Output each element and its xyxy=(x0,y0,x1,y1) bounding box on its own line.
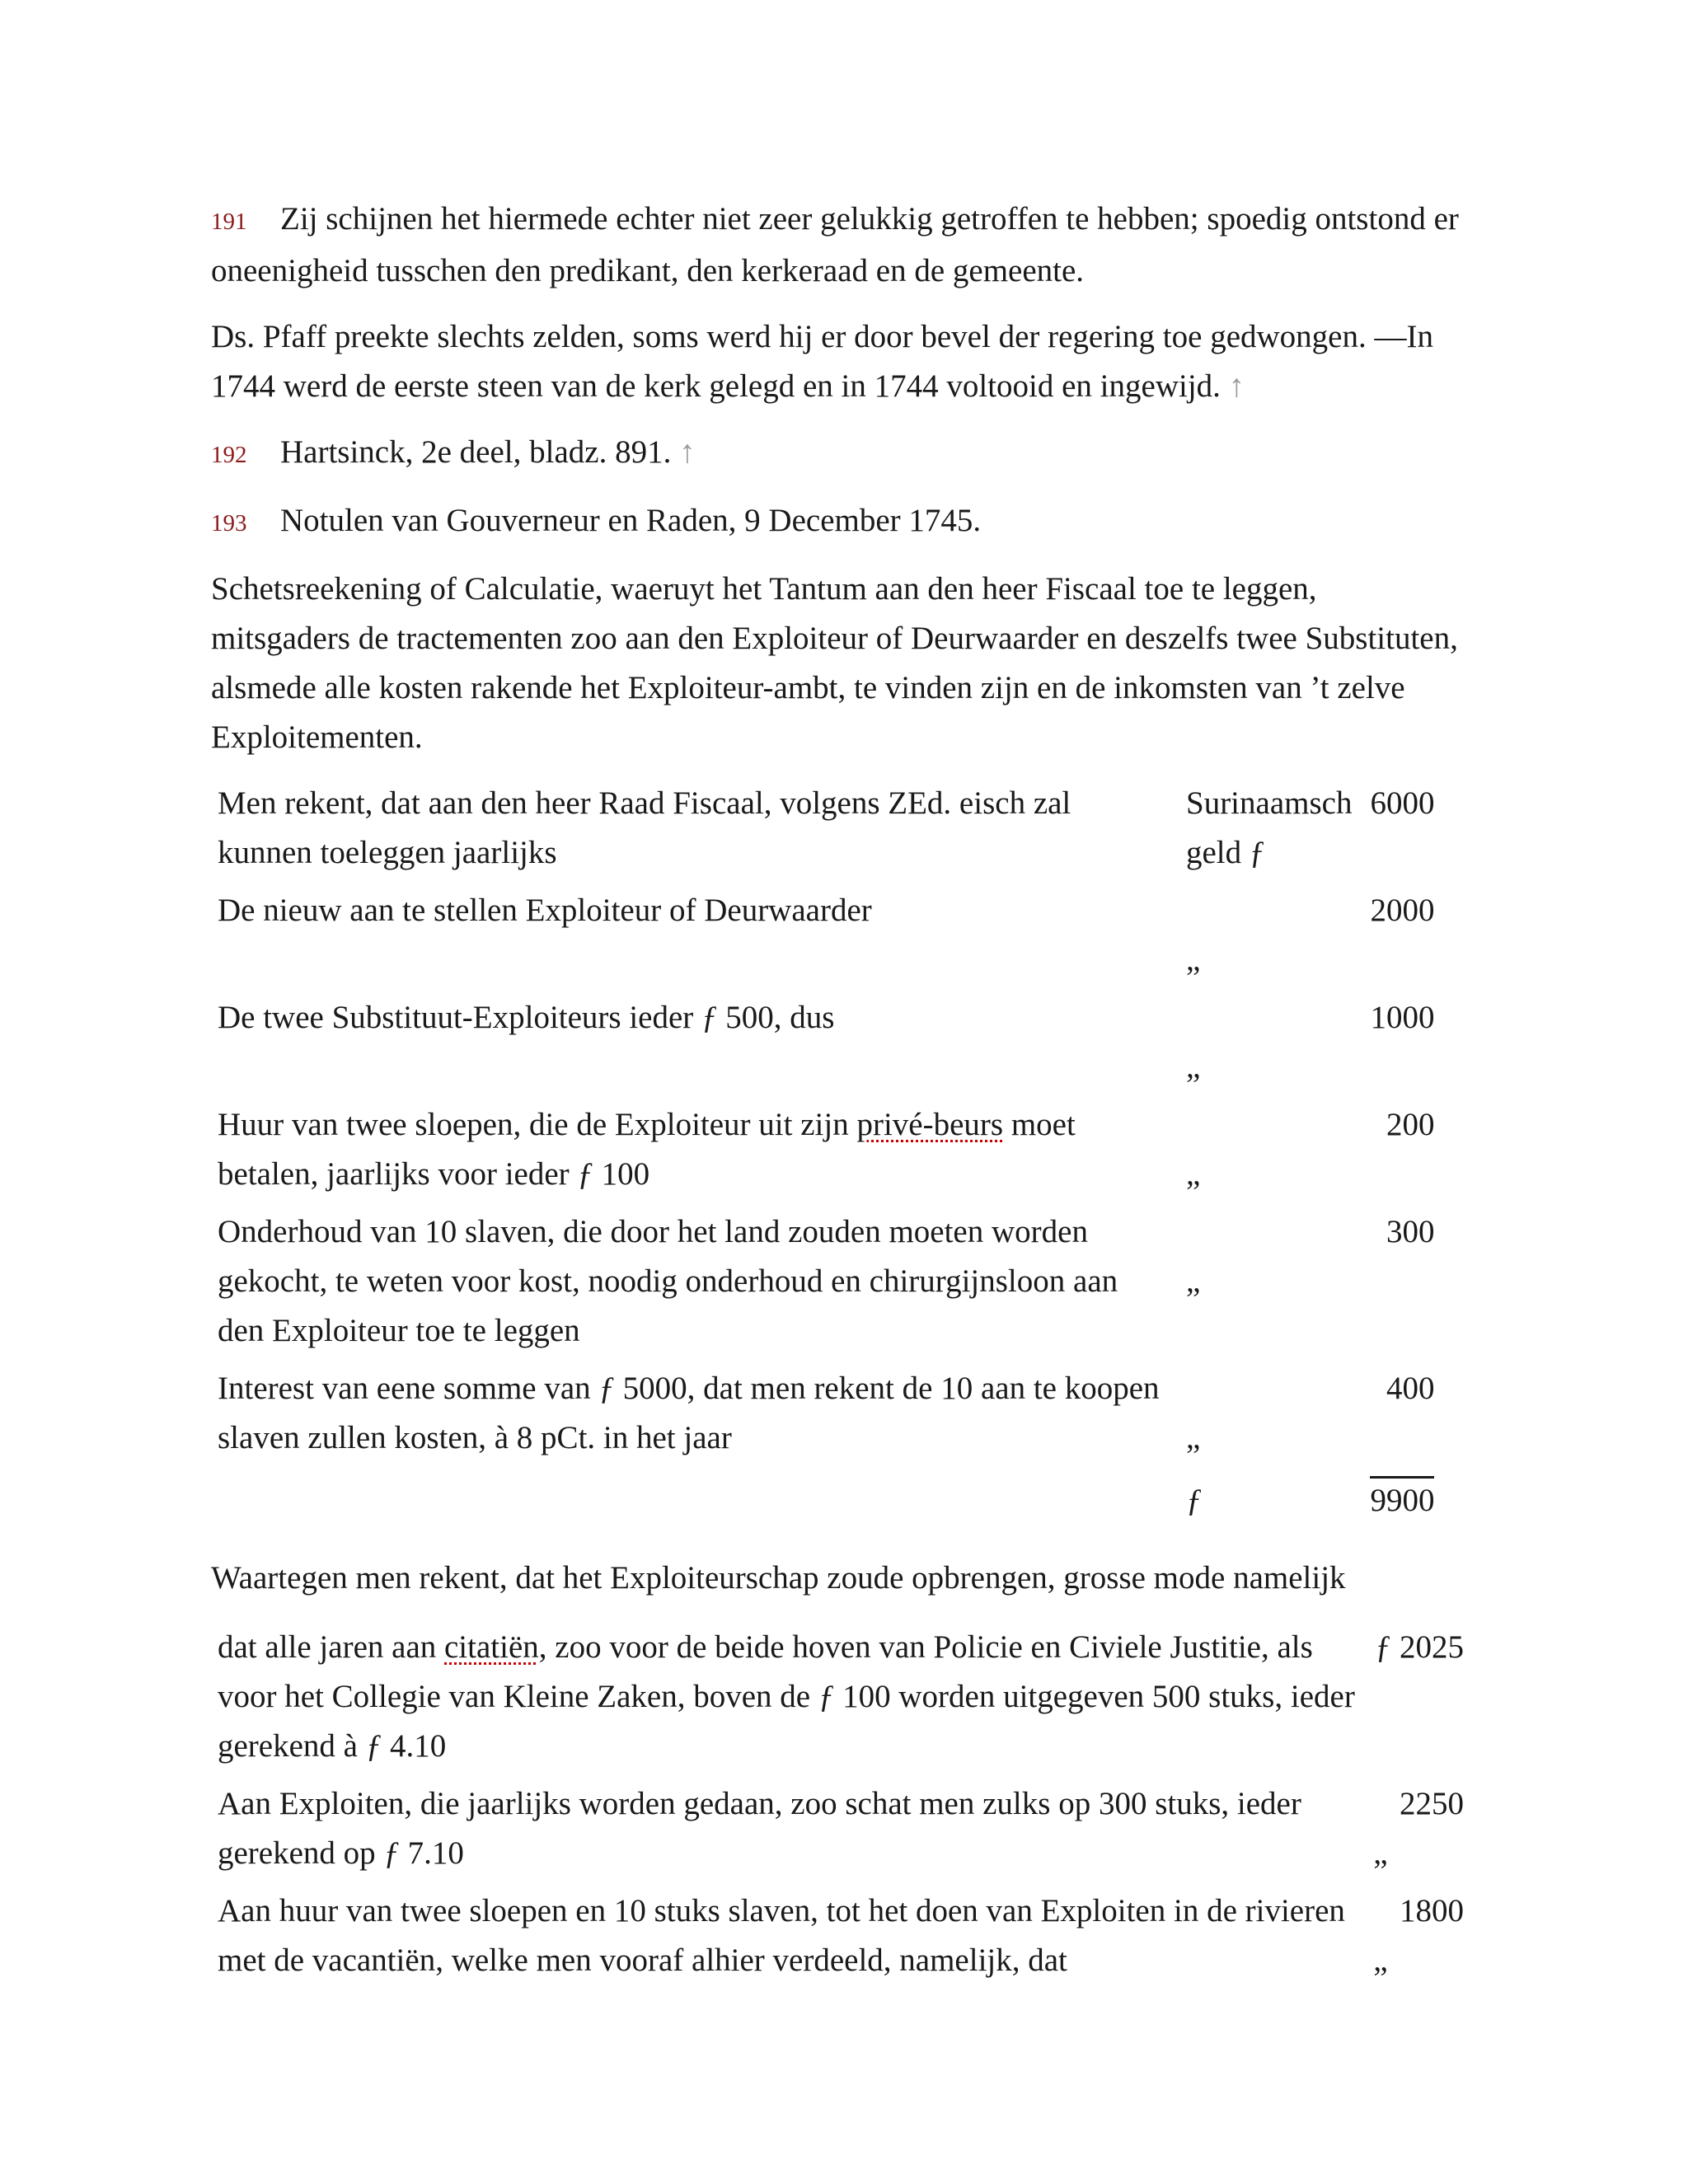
row-amount: ƒ 2025 xyxy=(1375,1629,1464,1665)
ditto-mark: „ xyxy=(1186,1263,1201,1299)
table-row xyxy=(218,1100,1434,1207)
row-amount: 2000 xyxy=(1370,893,1435,928)
ditto-mark: „ xyxy=(1186,1049,1201,1085)
row-amount: 1800 xyxy=(1400,1893,1464,1929)
row-amount: 1000 xyxy=(1370,1000,1435,1035)
florin-sign: ƒ xyxy=(577,1156,593,1192)
table-row xyxy=(218,1779,1464,1886)
florin-sign: ƒ xyxy=(598,1371,615,1406)
ditto-mark: „ xyxy=(1373,1835,1388,1871)
income-intro: Waartegen men rekent, dat het Exploiteurschap zoude opbrengen, grosse mode namelijk xyxy=(211,1560,1346,1596)
ditto-mark: „ xyxy=(1186,942,1201,977)
row-amount: 400 xyxy=(1386,1371,1435,1406)
row-unit: Surinaamsch geld ƒ xyxy=(1186,785,1353,870)
spellcheck-word[interactable]: privé-beurs xyxy=(856,1107,1004,1142)
row-description: Interest van eene somme van ƒ 5000, dat men rekent de 10 aan te koopen slaven zullen kosten, à 8 pCt. in het jaar xyxy=(218,1371,1160,1455)
table-row xyxy=(218,779,1434,886)
footnote-text: Ds. Pfaff preekte slechts zelden, soms werd hij er door bevel der regering toe gedwongen. —In 1744 werd de eerste steen van de kerk gelegd en in 1744 voltooid en ingewijd. xyxy=(211,319,1433,404)
back-arrow-icon[interactable]: ↑ xyxy=(1228,368,1245,404)
table-row xyxy=(218,1207,1434,1364)
table-row xyxy=(218,993,1434,1100)
footnote-191 xyxy=(211,194,1464,296)
florin-sign: ƒ xyxy=(818,1679,835,1714)
row-description: Aan huur van twee sloepen en 10 stuks slaven, tot het doen van Exploiten in de rivieren met de vacantiën, welke men vooraf alhier verdeeld, namelijk, dat xyxy=(218,1893,1345,1978)
footnote-193 xyxy=(211,496,1464,548)
florin-sign: ƒ xyxy=(383,1835,400,1871)
florin-sign: ƒ xyxy=(1186,1483,1203,1518)
row-description: De twee Substituut-Exploiteurs ieder ƒ 500, dus xyxy=(218,1000,835,1035)
table-row xyxy=(218,1364,1434,1471)
florin-sign: ƒ xyxy=(701,1000,718,1035)
row-amount: 200 xyxy=(1386,1107,1435,1142)
row-description: Huur van twee sloepen, die de Exploiteur uit zijn privé-beurs moet betalen, jaarlijks voor ieder ƒ 100 xyxy=(218,1107,1076,1192)
ditto-mark: „ xyxy=(1186,1420,1201,1455)
footnote-192 xyxy=(211,428,1464,480)
page-content xyxy=(211,194,1464,1994)
footnote-number[interactable]: 193 xyxy=(211,510,247,537)
spellcheck-word[interactable]: citatiën xyxy=(444,1629,539,1665)
row-amount: 300 xyxy=(1386,1214,1435,1249)
row-description: dat alle jaren aan citatiën, zoo voor de beide hoven van Policie en Civiele Justitie, als voor het Collegie van Kleine Zaken, boven de ƒ 100 worden uitgegeven 500 stuks, ieder gerekend à ƒ 4.10 xyxy=(218,1629,1355,1764)
calculation-intro: Schetsreekening of Calculatie, waeruyt het Tantum aan den heer Fiscaal toe te leggen, mitsgaders de tractementen zoo aan den Exploiteur of Deurwaarder en deszelfs twee Substituten, alsmede alle kosten rakende het Exploiteur-ambt, te vinden zijn en de inkomsten van ’t zelve Exploitementen. xyxy=(211,571,1458,755)
florin-sign: ƒ xyxy=(365,1728,382,1764)
footnote-number[interactable]: 192 xyxy=(211,442,247,468)
table-row xyxy=(218,1623,1464,1779)
footnote-number[interactable]: 191 xyxy=(211,209,247,235)
row-description: Onderhoud van 10 slaven, die door het land zouden moeten worden gekocht, te weten voor kost, noodig onderhoud en chirurgijnsloon aan den Exploiteur toe te leggen xyxy=(218,1214,1118,1348)
row-description: Aan Exploiten, die jaarlijks worden gedaan, zoo schat men zulks op 300 stuks, ieder gerekend op ƒ 7.10 xyxy=(218,1786,1301,1871)
row-description: Men rekent, dat aan den heer Raad Fiscaal, volgens ZEd. eisch zal kunnen toeleggen jaarlijks xyxy=(218,785,1071,870)
table-row xyxy=(218,1886,1464,1994)
table-row xyxy=(218,886,1434,993)
row-amount: 2250 xyxy=(1400,1786,1464,1821)
footnote-text: Hartsinck, 2e deel, bladz. 891. xyxy=(280,434,672,470)
ditto-mark: „ xyxy=(1186,1156,1201,1192)
row-description: De nieuw aan te stellen Exploiteur of Deurwaarder xyxy=(218,893,872,928)
footnote-191-continuation xyxy=(211,312,1464,411)
total-row xyxy=(218,1471,1434,1534)
row-amount: 6000 xyxy=(1370,785,1435,821)
footnote-text: Notulen van Gouverneur en Raden, 9 December 1745. xyxy=(280,503,982,538)
footnote-text: Zij schijnen het hiermede echter niet zeer gelukkig getroffen te hebben; spoedig ontstond er oneenigheid tusschen den predikant, den kerkeraad en de gemeente. xyxy=(211,201,1459,288)
ditto-mark: „ xyxy=(1373,1943,1388,1978)
costs-table xyxy=(218,779,1434,1534)
total-amount: 9900 xyxy=(1370,1476,1434,1523)
back-arrow-icon[interactable]: ↑ xyxy=(679,434,696,470)
income-table xyxy=(218,1623,1464,1994)
